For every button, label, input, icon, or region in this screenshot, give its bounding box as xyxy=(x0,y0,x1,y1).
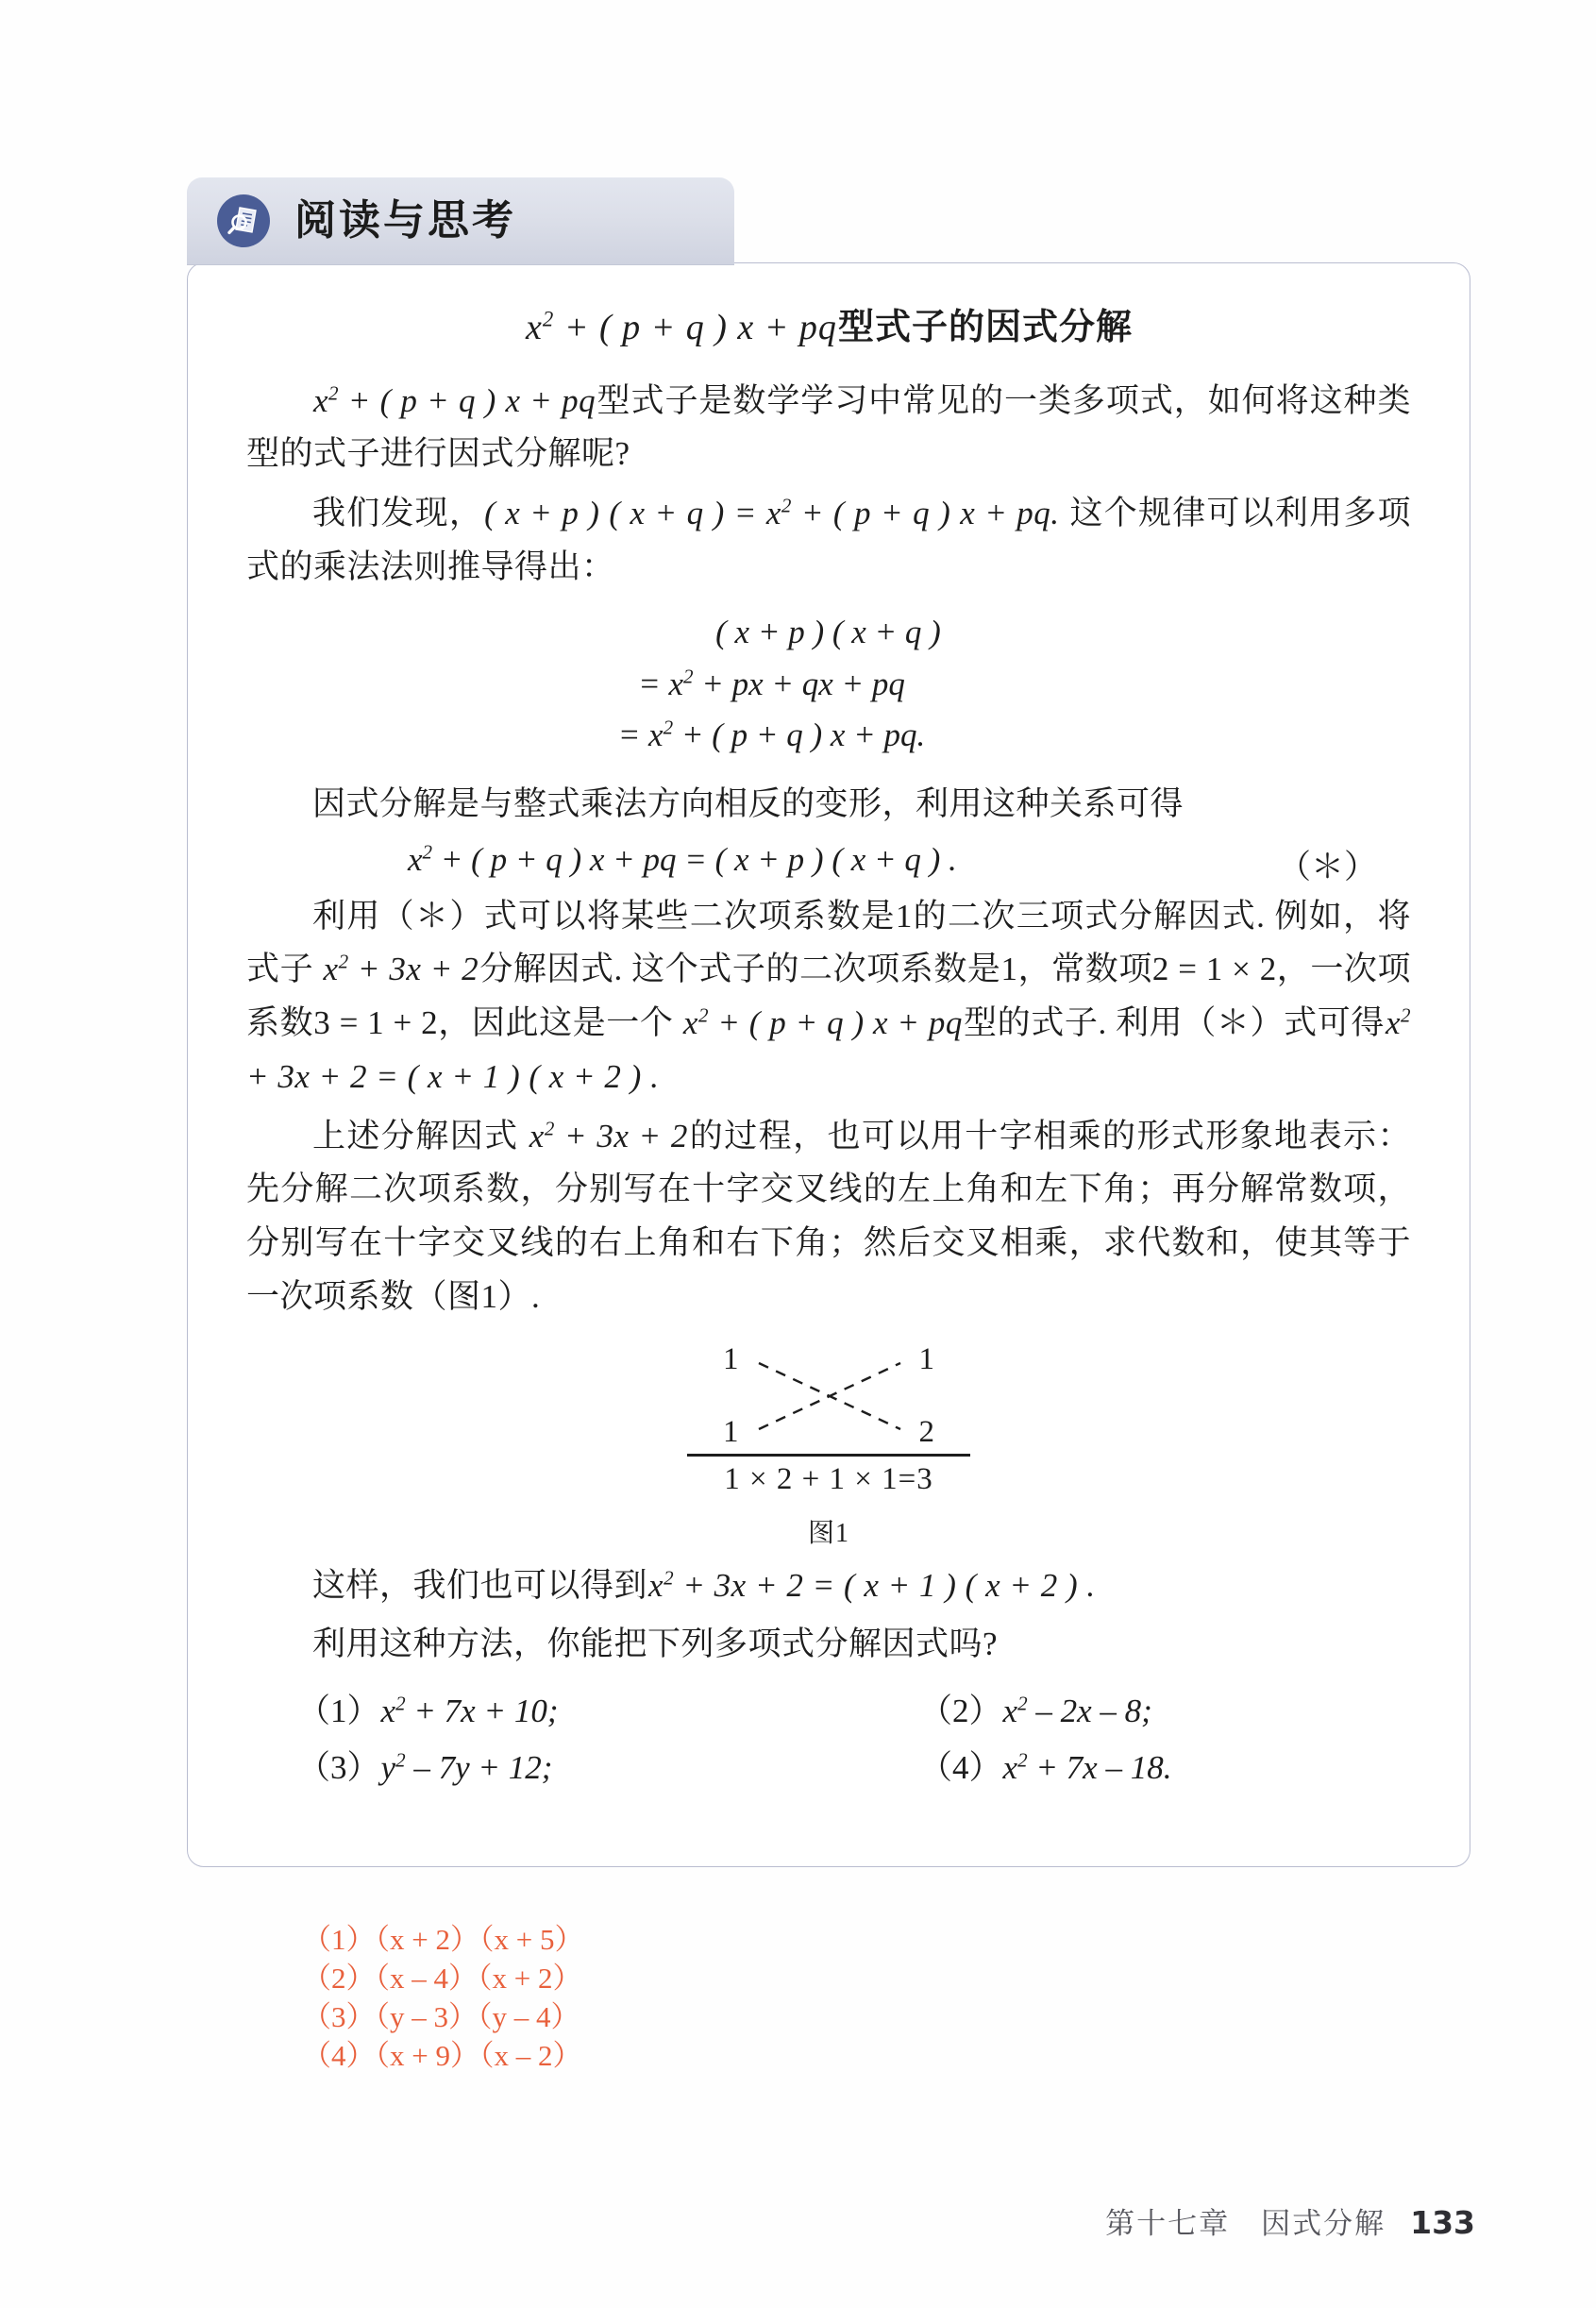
answer-line-3: （3）（y – 3）（y – 4） xyxy=(302,1999,580,2033)
exercise-item-4 xyxy=(829,1740,1411,1796)
section-tab-label: 阅读与思考 xyxy=(294,196,516,244)
inline-math-general-form: $x^2$ + ( p + q ) x + pq xyxy=(682,1003,963,1042)
derivation-block xyxy=(246,607,1411,761)
article-title-text: 型式子的因式分解 xyxy=(837,308,1133,347)
paragraph-example-c: 型的式子. 利用（＊）式可得 xyxy=(963,1004,1385,1042)
exercise-number-3: （3） xyxy=(297,1748,380,1786)
inline-math-cross-expr: $x^2 + 3x + 2$ xyxy=(529,1116,688,1154)
cross-bottom-right: 2 xyxy=(918,1415,934,1450)
article-title-math: $x^2$ + ( p + q ) x + pq xyxy=(526,307,837,347)
paragraph-intro xyxy=(246,375,1411,481)
derivation-line-3: = $x^2$ + ( p + q ) x + pq. xyxy=(617,716,926,753)
exercise-expr-2: $x^2 - 2x - 8$; xyxy=(1002,1692,1152,1730)
exercise-row xyxy=(246,1683,1411,1740)
inline-math-example-result: $x^2 + 3x + 2$ = ( x + 1 ) ( x + 2 ) . xyxy=(246,1003,1412,1095)
paragraph-intro-text: 型式子是数学学习中常见的一类多项式，如何将这种类型的式子进行因式分解呢? xyxy=(246,381,1411,473)
paragraph-identity-lead: 我们发现， xyxy=(312,494,484,531)
cross-diagram xyxy=(715,1340,942,1452)
starred-formula: $x^2$ + ( p + q ) x + pq = ( x + p ) ( x + q ) . xyxy=(408,840,957,878)
cross-lines-icon xyxy=(715,1340,942,1452)
exercise-list xyxy=(246,1683,1411,1795)
exercise-number-4: （4） xyxy=(919,1748,1002,1786)
page-footer xyxy=(1105,2199,1475,2242)
exercise-row xyxy=(246,1740,1411,1796)
paragraph-practice-prompt: 利用这种方法，你能把下列多项式分解因式吗? xyxy=(312,1626,999,1663)
paragraph-cross-method-a: 上述分解因式 xyxy=(312,1117,519,1154)
paragraph-identity xyxy=(246,487,1411,594)
answer-key xyxy=(302,1921,583,2076)
cross-sum-expression: 1 × 2 + 1 × 1=3 xyxy=(724,1461,933,1496)
inline-math-form: $x^2$ + ( p + q ) x + pq xyxy=(313,380,596,419)
exercise-number-2: （2） xyxy=(919,1693,1002,1730)
derivation-line-1: ( x + p ) ( x + q ) xyxy=(715,614,941,651)
paragraph-example xyxy=(246,890,1411,1104)
cross-divider xyxy=(687,1454,970,1457)
section-tab-reading-and-thinking xyxy=(187,177,734,264)
exercise-item-2 xyxy=(829,1683,1411,1740)
inline-math-identity: ( x + p ) ( x + q ) = $x^2$ + ( p + q ) x + pq. xyxy=(484,494,1060,531)
paragraph-example-a: 利用（＊）式可以将某些二次项系数是1的二次三项式分解因式. 例如，将式子 xyxy=(246,897,1411,988)
paragraph-identity-tail: 这个规律可以利用多项式的乘法法则推导得出： xyxy=(246,494,1412,585)
paragraph-reverse-relation: 因式分解是与整式乘法方向相反的变形，利用这种关系可得 xyxy=(312,785,1184,823)
exercise-number-1: （1） xyxy=(297,1693,380,1730)
answer-line-2: （2）（x – 4）（x + 2） xyxy=(302,1961,582,1995)
reading-content-box xyxy=(187,262,1470,1867)
paragraph-conclusion xyxy=(246,1559,1411,1613)
exercise-item-1 xyxy=(246,1683,829,1740)
exercise-expr-4: $x^2 + 7x - 18$. xyxy=(1002,1748,1172,1786)
paragraph-conclusion-text: 这样，我们也可以得到 xyxy=(312,1566,648,1604)
paragraph-cross-method-b: 的过程，也可以用十字相乘的形式形象地表示：先分解二次项系数，分别写在十字交叉线的左上角和左下角；再分解常数项，分别写在十字交叉线的右上角和右下角；然后交叉相乘，求代数和，使其等于一次项系数（图1）. xyxy=(246,1117,1411,1315)
exercise-expr-1: $x^2 + 7x + 10$; xyxy=(380,1692,559,1730)
cross-multiplication-figure xyxy=(246,1340,1411,1550)
footer-page-number: 133 xyxy=(1410,2204,1475,2241)
exercise-item-3 xyxy=(246,1740,829,1796)
cross-bottom-left: 1 xyxy=(723,1415,739,1450)
paragraph-cross-method xyxy=(246,1110,1411,1324)
starred-formula-row xyxy=(246,840,1411,885)
answer-line-1: （1）（x + 2）（x + 5） xyxy=(302,1923,584,1956)
paragraph-example-b: 分解因式. 这个式子的二次项系数是1，常数项2 = 1 × 2，一次项系数3 = 1 + 2，因此这是一个 xyxy=(246,951,1412,1042)
cross-top-right: 1 xyxy=(918,1342,934,1377)
footer-chapter-label: 第十七章 因式分解 xyxy=(1105,2207,1386,2240)
derivation-line-2: = $x^2$ + px + qx + pq xyxy=(638,664,905,702)
inline-math-conclusion: $x^2 + 3x + 2$ = ( x + 1 ) ( x + 2 ) . xyxy=(648,1566,1096,1604)
inline-math-example-expr: $x^2 + 3x + 2$ xyxy=(323,950,479,988)
article-title xyxy=(246,307,1411,350)
exercise-expr-3: $y^2 - 7y + 12$; xyxy=(380,1748,553,1786)
answer-line-4: （4）（x + 9）（x – 2） xyxy=(302,2038,582,2072)
figure-caption: 图1 xyxy=(807,1518,849,1548)
starred-formula-tag: （＊） xyxy=(1277,848,1377,885)
magnifier-document-icon xyxy=(217,194,270,247)
cross-top-left: 1 xyxy=(723,1342,739,1377)
